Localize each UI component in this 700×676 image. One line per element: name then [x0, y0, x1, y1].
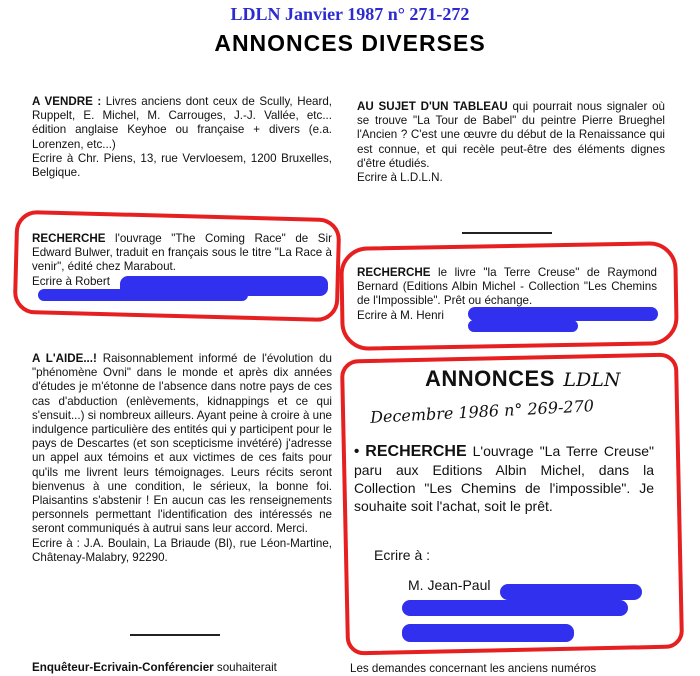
ad-contact: Ecrire à M. Henri	[357, 308, 444, 322]
bottom-partial-text: Les demandes concernant les anciens numéros	[350, 662, 597, 675]
ad-contact: Ecrire à L.D.L.N.	[357, 171, 443, 185]
ad-lead: RECHERCHE	[357, 266, 431, 279]
divider	[462, 232, 552, 234]
redaction-mark	[468, 320, 578, 332]
ad-lead: A L'AIDE...!	[32, 352, 97, 365]
ad-body: Raisonnablement informé de l'évolution du "phénomène Ovni" dans le monde et après dix années d'études je m'étonne de l'absence dans notre pays de ces cas d'abduction (enlèvements, kidnappings et ce qui s'ensuit...) si nombreux ailleurs. Ayant peine à croire à une indulgence particulière des entités qui y participent pour le pays de Descartes (et son scepticisme invétéré) j'adresse un appel aux témoins et aux victimes de ces faits pour qu'ils me livrent leurs témoignages. Leurs récits seront bienvenus à une condition, le sérieux, la bonne foi. Plaisantins s'abstenir ! En aucun cas les renseignements personnels permettant l'identification des intéressés ne seront communiqués à autrui sans leur accord. Merci.	[32, 352, 332, 536]
ad-lead: A VENDRE :	[32, 95, 102, 108]
ad-a-vendre	[32, 95, 332, 180]
section-title: ANNONCES DIVERSES	[214, 30, 486, 56]
redaction-mark	[402, 624, 574, 642]
box-name: M. Jean-Paul	[408, 577, 491, 593]
ad-contact: Ecrire à : J.A. Boulain, La Briaude (Bl), rue Léon-Martine, Châtenay-Malabry, 92290.	[32, 536, 332, 564]
ad-lead: Enquêteur-Ecrivain-Conférencier	[32, 661, 214, 674]
box-heading	[425, 366, 620, 392]
ad-body: qui pourrait nous signaler où se trouve "La Tour de Babel" du peintre Pierre Brueghel l'Ancien ? C'est une œuvre du début de la Renaissance qui est connue, et qui recèle peut-être des éléments dignes d'être étudiés.	[357, 100, 665, 170]
handwritten-date: Decembre 1986 n° 269-270	[369, 396, 595, 427]
ad-ldln-recherche	[354, 442, 654, 515]
ad-contact: Ecrire à Robert	[32, 274, 110, 288]
redaction-mark	[402, 600, 628, 616]
box-title: ANNONCES	[425, 366, 555, 391]
ad-contact: Ecrire à Chr. Piens, 13, rue Vervloesem, 1200 Bruxelles, Belgique.	[32, 151, 332, 180]
bullet: •	[354, 443, 360, 460]
redaction-mark	[500, 584, 642, 600]
ad-body: l'ouvrage "The Coming Race" de Sir Edward Bulwer, traduit en français sous le titre "La Race à venir", édité chez Marabout.	[32, 232, 332, 274]
ad-lead: RECHERCHE	[365, 443, 467, 460]
ad-lead: RECHERCHE	[32, 232, 106, 245]
box-title-handwritten: LDLN	[563, 369, 621, 391]
ad-body: souhaiterait	[216, 661, 277, 674]
ad-tableau	[357, 100, 665, 185]
redaction-mark	[38, 289, 248, 301]
box-ecrire: Ecrire à :	[374, 547, 431, 563]
ad-lead: AU SUJET D'UN TABLEAU	[357, 100, 508, 113]
ad-body: le livre "la Terre Creuse" de Raymond Bernard (Editions Albin Michel - Collection "Les Chemins de l'Impossible". Prêt ou échange.	[357, 266, 657, 308]
redaction-mark	[468, 307, 658, 321]
divider	[130, 634, 220, 636]
ad-body: L'ouvrage "La Terre Creuse" paru aux Editions Albin Michel, dans la Collection "Les Chemins de l'impossible". Je souhaite soit l'achat, soit le prêt.	[354, 443, 655, 514]
ad-a-laide	[32, 352, 332, 565]
masthead: LDLN Janvier 1987 n° 271-272	[230, 4, 470, 24]
ad-body: Livres anciens dont ceux de Scully, Heard, Ruppelt, E. Michel, M. Carrouges, J.-J. Vallée, etc... édition anglaise Keyhoe ou française + divers (e.a. Lorenzen, etc...)	[32, 95, 332, 151]
ad-enqueteur	[32, 661, 332, 675]
